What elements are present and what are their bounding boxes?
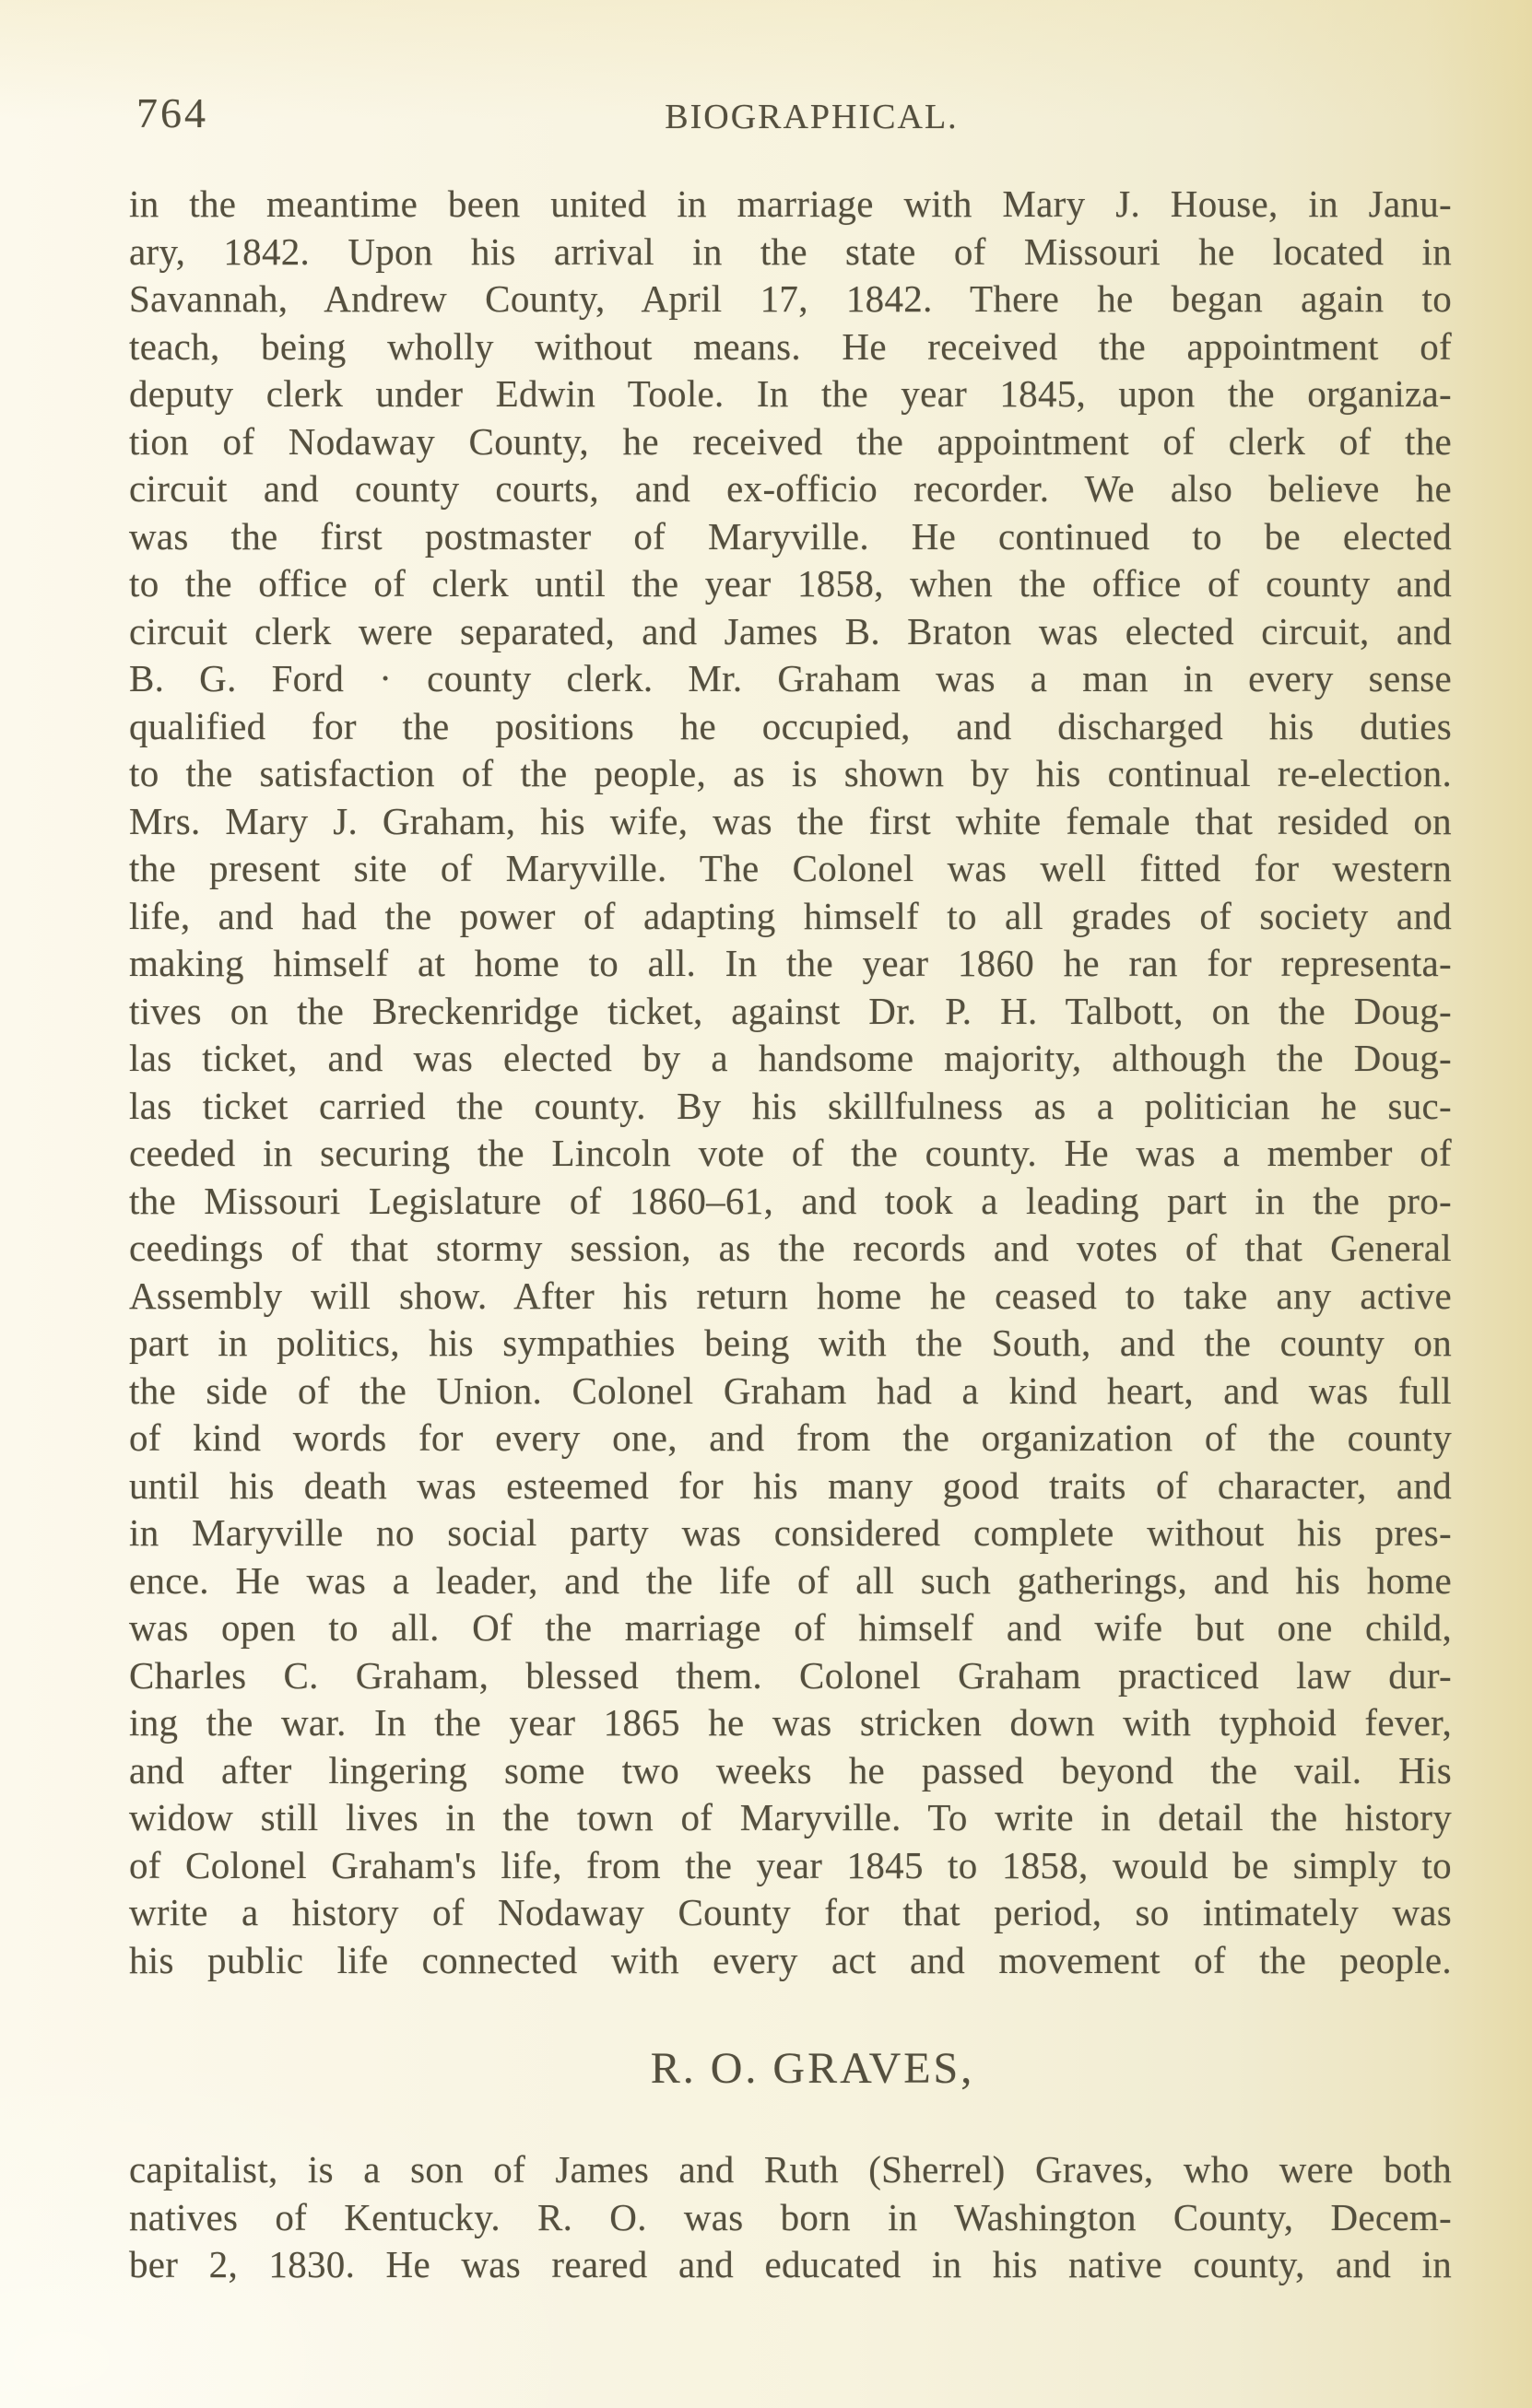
text-line: and after lingering some two weeks he passed beyond the vail. His bbox=[129, 1748, 1452, 1791]
text-line: write a history of Nodaway County for that period, so intimately was bbox=[129, 1891, 1452, 1933]
text-line: to the satisfaction of the people, as is shown by his continual re-election. bbox=[129, 752, 1452, 794]
text-line: to the office of clerk until the year 1858, when the office of county and bbox=[129, 562, 1452, 605]
text-line: part in politics, his sympathies being with the South, and the county on bbox=[129, 1321, 1452, 1364]
text-line: Savannah, Andrew County, April 17, 1842. There he began again to bbox=[129, 277, 1452, 320]
graves-biography-paragraph bbox=[129, 2146, 1452, 2289]
text-line: was the first postmaster of Maryville. He continued to be elected bbox=[129, 514, 1452, 558]
section-heading-graves: R. O. GRAVES, bbox=[650, 2044, 975, 2093]
text-line: widow still lives in the town of Maryville. To write in detail the history bbox=[129, 1796, 1452, 1838]
text-line: las ticket, and was elected by a handsome majority, although the Doug- bbox=[129, 1037, 1452, 1079]
text-line: ceedings of that stormy session, as the records and votes of that General bbox=[129, 1227, 1452, 1269]
text-line: ceeded in securing the Lincoln vote of the county. He was a member of bbox=[129, 1132, 1452, 1174]
text-line: of kind words for every one, and from the organization of the county bbox=[129, 1416, 1452, 1459]
text-line: capitalist, is a son of James and Ruth (Sherrel) Graves, who were both bbox=[129, 2148, 1452, 2191]
text-line: ence. He was a leader, and the life of all such gatherings, and his home bbox=[129, 1558, 1452, 1602]
text-line: ber 2, 1830. He was reared and educated in his native county, and in bbox=[129, 2243, 1452, 2285]
text-line: until his death was esteemed for his many good traits of character, and bbox=[129, 1463, 1452, 1507]
page-number: 764 bbox=[136, 89, 208, 136]
text-line: his public life connected with every act and movement of the people. bbox=[129, 1938, 1452, 1981]
text-line: qualified for the positions he occupied, and discharged his duties bbox=[129, 704, 1452, 747]
text-line: las ticket carried the county. By his skillfulness as a politician he suc- bbox=[129, 1084, 1452, 1127]
text-line: making himself at home to all. In the year 1860 he ran for representa- bbox=[129, 942, 1452, 984]
text-line: circuit clerk were separated, and James B. Braton was elected circuit, and bbox=[129, 609, 1452, 652]
text-line: deputy clerk under Edwin Toole. In the year 1845, upon the organiza- bbox=[129, 372, 1452, 415]
text-line: tion of Nodaway County, he received the appointment of clerk of the bbox=[129, 419, 1452, 463]
text-line: teach, being wholly without means. He received the appointment of bbox=[129, 324, 1452, 368]
text-line: the side of the Union. Colonel Graham had a kind heart, and was full bbox=[129, 1368, 1452, 1412]
text-line: the Missouri Legislature of 1860–61, and took a leading part in the pro- bbox=[129, 1179, 1452, 1222]
page-header bbox=[129, 88, 1452, 146]
text-line: in the meantime been united in marriage with Mary J. House, in Janu- bbox=[129, 182, 1452, 225]
text-line: was open to all. Of the marriage of himself and wife but one child, bbox=[129, 1606, 1452, 1649]
text-line: natives of Kentucky. R. O. was born in Washington County, Decem- bbox=[129, 2195, 1452, 2238]
text-line: Mrs. Mary J. Graham, his wife, was the first white female that resided on bbox=[129, 799, 1452, 842]
text-line: life, and had the power of adapting himself to all grades of society and bbox=[129, 894, 1452, 937]
text-line: B. G. Ford · county clerk. Mr. Graham was a man in every sense bbox=[129, 657, 1452, 699]
text-line: the present site of Maryville. The Colonel was well fitted for western bbox=[129, 847, 1452, 889]
text-line: Assembly will show. After his return home he ceased to take any active bbox=[129, 1274, 1452, 1317]
text-line: in Maryville no social party was considered complete without his pres- bbox=[129, 1511, 1452, 1554]
graham-biography-paragraph bbox=[129, 181, 1452, 1984]
text-line: circuit and county courts, and ex-officio recorder. We also believe he bbox=[129, 467, 1452, 510]
text-line: Charles C. Graham, blessed them. Colonel Graham practiced law dur- bbox=[129, 1653, 1452, 1697]
text-line: ary, 1842. Upon his arrival in the state of Missouri he located in bbox=[129, 229, 1452, 273]
text-line: of Colonel Graham's life, from the year 1845 to 1858, would be simply to bbox=[129, 1843, 1452, 1886]
running-title: BIOGRAPHICAL. bbox=[665, 98, 959, 136]
page-text bbox=[129, 181, 1452, 2289]
text-line: tives on the Breckenridge ticket, against Dr. P. H. Talbott, on the Doug- bbox=[129, 989, 1452, 1032]
text-line: ing the war. In the year 1865 he was stricken down with typhoid fever, bbox=[129, 1701, 1452, 1744]
